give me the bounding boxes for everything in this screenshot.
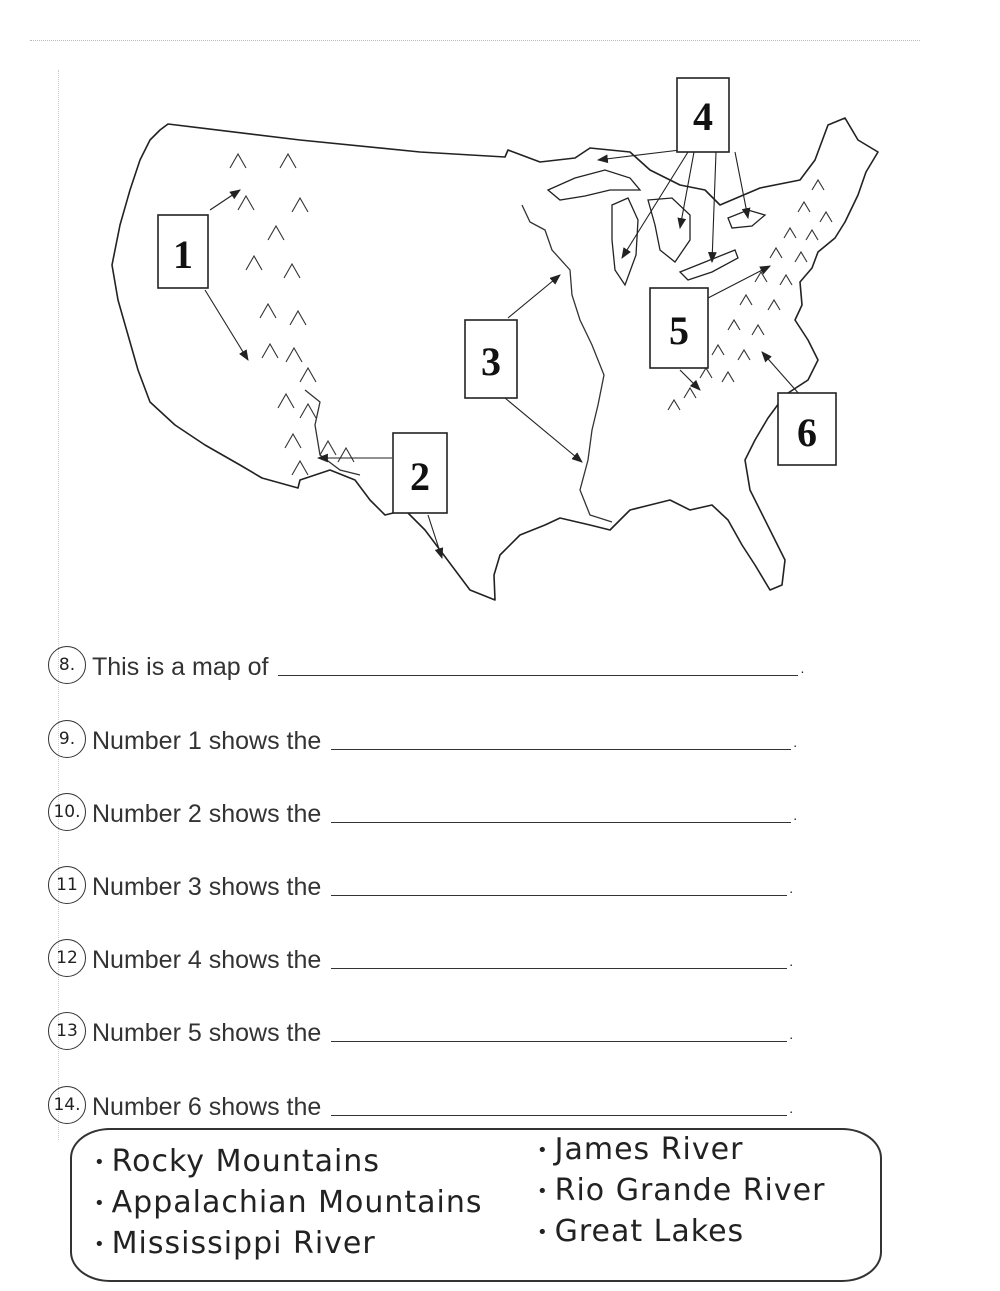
svg-text:6: 6	[797, 410, 817, 455]
answer-blank[interactable]	[278, 675, 798, 676]
question-text: This is a map of	[92, 653, 269, 681]
svg-text:2: 2	[410, 454, 430, 499]
answer-blank[interactable]	[331, 1115, 787, 1116]
mississippi-river	[522, 205, 612, 522]
word-bank-item: • Rio Grande River	[537, 1173, 825, 1214]
answer-blank[interactable]	[331, 822, 791, 823]
map-label-2	[393, 433, 447, 513]
rio-grande-river	[305, 390, 360, 475]
question-8	[48, 640, 804, 684]
svg-text:3: 3	[481, 339, 501, 384]
map-label-6	[778, 393, 836, 465]
word-bank-item: • Rocky Mountains	[94, 1144, 483, 1185]
svg-text:1: 1	[173, 232, 193, 277]
question-number: 11	[48, 866, 86, 904]
question-11	[48, 860, 793, 904]
answer-blank[interactable]	[331, 1041, 787, 1042]
map-label-1	[158, 215, 208, 288]
word-bank-item: • James River	[537, 1132, 825, 1173]
answer-blank[interactable]	[331, 749, 791, 750]
question-number: 8.	[48, 646, 86, 684]
question-number: 14.	[48, 1086, 86, 1124]
svg-text:5: 5	[669, 308, 689, 353]
lake-superior	[548, 170, 640, 200]
period: .	[789, 1100, 794, 1116]
lake-erie	[680, 250, 738, 280]
period: .	[789, 1026, 794, 1042]
period: .	[793, 734, 798, 750]
map-label-5	[650, 288, 708, 368]
word-bank-right-column	[537, 1132, 825, 1255]
answer-blank[interactable]	[331, 968, 787, 969]
rocky-mountains	[230, 154, 354, 475]
word-bank-item: • Appalachian Mountains	[94, 1185, 483, 1226]
question-number: 9.	[48, 720, 86, 758]
question-9	[48, 714, 797, 758]
question-13	[48, 1006, 793, 1050]
question-number: 13	[48, 1012, 86, 1050]
word-bank-item: • Mississippi River	[94, 1226, 483, 1267]
question-text: Number 6 shows the	[92, 1093, 322, 1121]
question-text: Number 3 shows the	[92, 873, 322, 901]
period: .	[789, 880, 794, 896]
question-text: Number 5 shows the	[92, 1019, 322, 1047]
question-10	[48, 787, 797, 831]
question-number: 10.	[48, 793, 86, 831]
period: .	[793, 807, 798, 823]
svg-text:4: 4	[693, 94, 713, 139]
us-map	[0, 0, 1000, 620]
answer-blank[interactable]	[331, 895, 787, 896]
question-12	[48, 933, 793, 977]
map-label-4	[677, 78, 729, 152]
question-text: Number 2 shows the	[92, 800, 322, 828]
question-14	[48, 1080, 793, 1124]
period: .	[800, 660, 805, 676]
lake-michigan	[612, 198, 638, 285]
question-text: Number 1 shows the	[92, 727, 322, 755]
question-text: Number 4 shows the	[92, 946, 322, 974]
word-bank-left-column	[94, 1144, 483, 1267]
map-label-3	[465, 320, 517, 398]
word-bank-item: • Great Lakes	[537, 1214, 825, 1255]
word-bank	[70, 1128, 882, 1282]
period: .	[789, 953, 794, 969]
question-number: 12	[48, 939, 86, 977]
